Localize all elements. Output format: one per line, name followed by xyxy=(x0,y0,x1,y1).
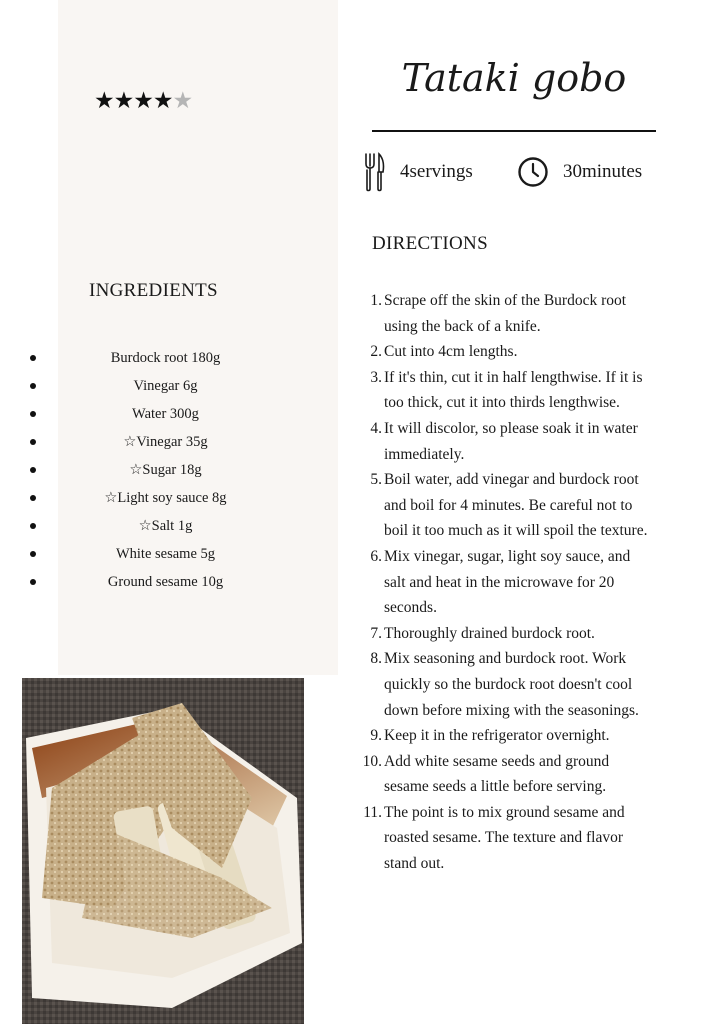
ingredient-item xyxy=(0,540,338,568)
direction-step xyxy=(360,621,650,647)
direction-step xyxy=(360,723,650,749)
ingredient-item xyxy=(0,456,338,484)
dish-photo xyxy=(22,678,304,1024)
direction-step xyxy=(360,800,650,877)
bullet-icon xyxy=(30,439,36,445)
ingredient-text: ☆Salt 1g xyxy=(138,518,193,534)
clock-icon xyxy=(517,156,549,188)
step-text: Keep it in the refrigerator overnight. xyxy=(384,727,610,745)
time-info xyxy=(517,152,642,192)
ingredient-item xyxy=(0,512,338,540)
step-number: 2. xyxy=(370,343,382,361)
step-text: It will discolor, so please soak it in water immediately. xyxy=(384,419,638,463)
ingredients-heading: INGREDIENTS xyxy=(89,280,218,301)
step-number: 4. xyxy=(370,419,382,437)
direction-step xyxy=(360,467,650,544)
step-text: Thoroughly drained burdock root. xyxy=(384,624,595,642)
directions-list xyxy=(360,288,650,877)
bullet-icon xyxy=(30,579,36,585)
step-number: 6. xyxy=(370,547,382,565)
title-divider xyxy=(372,130,656,132)
star-empty-icon: ★ xyxy=(172,88,193,114)
step-text: Boil water, add vinegar and burdock root and boil for 4 minutes. Be careful not to boil it too much as it will spoil the texture. xyxy=(384,471,648,540)
direction-step xyxy=(360,544,650,621)
direction-step xyxy=(360,339,650,365)
bullet-icon xyxy=(30,383,36,389)
step-text: Mix vinegar, sugar, light soy sauce, and salt and heat in the microwave for 20 seconds. xyxy=(384,547,631,617)
step-number: 9. xyxy=(370,727,382,745)
ingredient-item xyxy=(0,428,338,456)
directions-heading: DIRECTIONS xyxy=(372,233,488,254)
ingredient-item xyxy=(0,344,338,372)
bullet-icon xyxy=(30,355,36,361)
bullet-icon xyxy=(30,523,36,529)
bullet-icon xyxy=(30,551,36,557)
fork-knife-icon xyxy=(364,152,386,192)
direction-step xyxy=(360,288,650,339)
ingredient-text: Ground sesame 10g xyxy=(107,574,224,590)
direction-step xyxy=(360,365,650,416)
step-number: 11. xyxy=(363,803,382,821)
star-rating xyxy=(94,90,192,113)
step-number: 8. xyxy=(370,650,382,668)
ingredient-text: ☆Light soy sauce 8g xyxy=(104,490,227,506)
star-filled-icon: ★ xyxy=(152,88,173,114)
step-text: If it's thin, cut it in half lengthwise. If it is too thick, cut it into thirds lengthwise. xyxy=(384,368,643,412)
step-text: Scrape off the skin of the Burdock root using the back of a knife. xyxy=(384,292,627,335)
direction-step xyxy=(360,416,650,467)
step-text: Cut into 4cm lengths. xyxy=(384,343,518,361)
direction-step xyxy=(360,749,650,800)
step-text: Add white sesame seeds and ground sesame seeds a little before serving. xyxy=(384,752,610,796)
time-label: 30minutes xyxy=(563,161,643,182)
bullet-icon xyxy=(30,467,36,473)
ingredient-text: ☆Sugar 18g xyxy=(129,462,202,478)
servings-info xyxy=(364,152,473,192)
step-number: 1. xyxy=(370,292,382,309)
step-text: The point is to mix ground sesame and roasted sesame. The texture and flavor stand out. xyxy=(384,803,625,873)
ingredient-item xyxy=(0,372,338,400)
step-number: 10. xyxy=(362,752,382,770)
ingredient-item xyxy=(0,568,338,596)
step-number: 5. xyxy=(370,471,382,489)
step-number: 7. xyxy=(370,624,382,642)
ingredients-list xyxy=(0,344,338,596)
ingredient-item xyxy=(0,484,338,512)
bullet-icon xyxy=(30,495,36,501)
star-filled-icon: ★ xyxy=(113,88,134,114)
star-filled-icon: ★ xyxy=(133,88,153,114)
recipe-title: Tataki gobo xyxy=(401,56,627,100)
ingredient-text: Burdock root 180g xyxy=(110,350,221,366)
ingredient-text: White sesame 5g xyxy=(115,546,216,562)
ingredient-text: Vinegar 6g xyxy=(133,378,198,394)
star-filled-icon: ★ xyxy=(94,88,114,114)
servings-label: 4servings xyxy=(400,161,473,182)
step-text: Mix seasoning and burdock root. Work quickly so the burdock root doesn't cool down before mixing with the seasonings. xyxy=(384,650,639,719)
step-number: 3. xyxy=(370,368,382,386)
direction-step xyxy=(360,646,650,723)
ingredient-text: Water 300g xyxy=(132,406,199,422)
ingredient-item xyxy=(0,400,338,428)
bullet-icon xyxy=(30,411,36,417)
ingredient-text: ☆Vinegar 35g xyxy=(123,434,208,450)
